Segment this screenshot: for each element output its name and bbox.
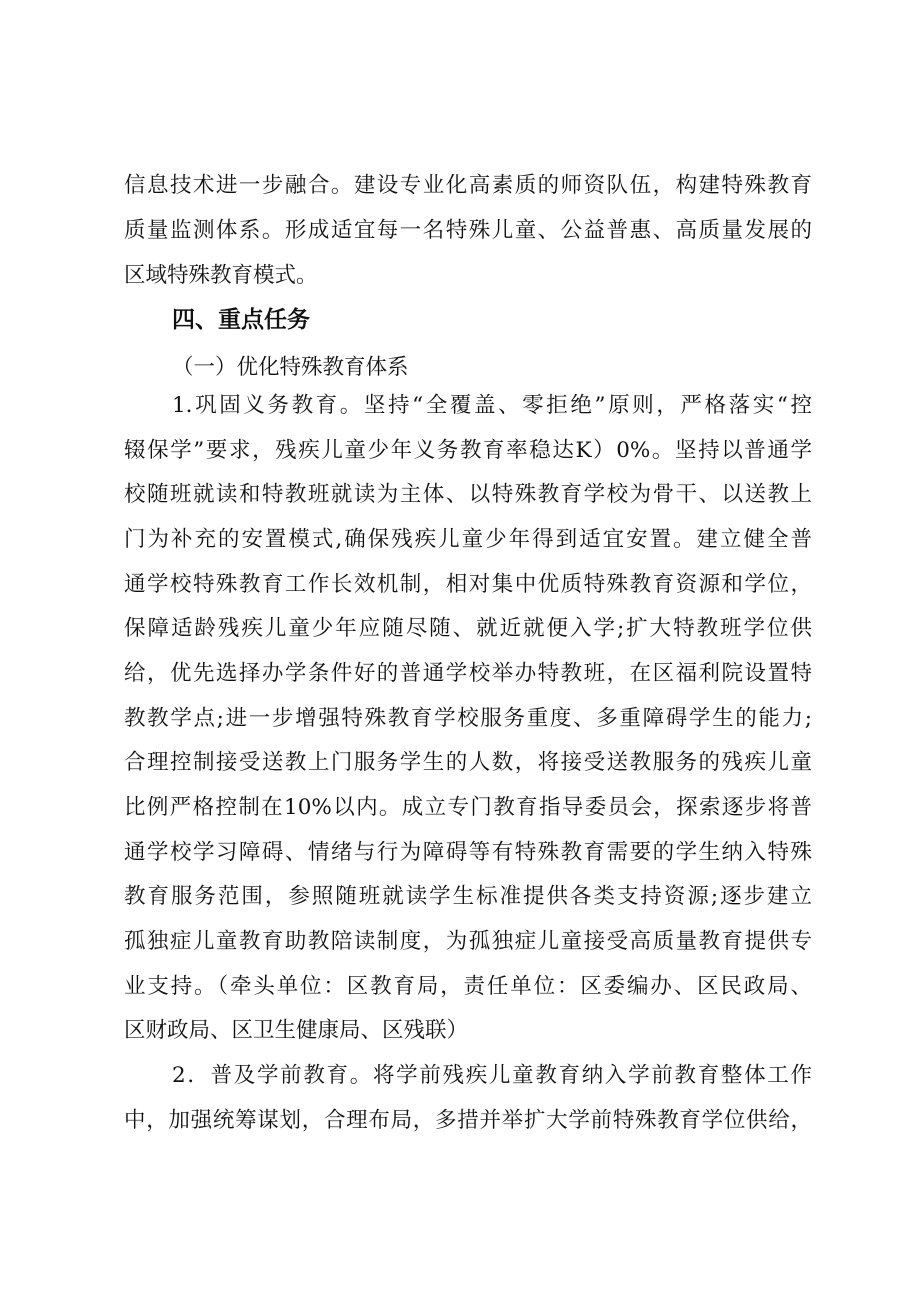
subsection-heading: （一）优化特殊教育体系: [172, 355, 409, 380]
paragraph-line: 给，优先选择办学条件好的普通学校举办特教班，在区福利院设置特: [124, 661, 812, 686]
paragraph-line: 区财政局、区卫生健康局、区残联）: [124, 1018, 469, 1043]
paragraph-line: 1.巩固义务教育。坚持“全覆盖、零拒绝”原则，严格落实“控: [172, 393, 812, 418]
paragraph-line: 孤独症儿童教育助教陪读制度，为孤独症儿童接受高质量教育提供专: [124, 929, 812, 954]
paragraph-line: 信息技术进一步融合。建设专业化高素质的师资队伍，构建特殊教育: [124, 173, 812, 198]
paragraph-line: 质量监测体系。形成适宜每一名特殊儿童、公益普惠、高质量发展的: [124, 218, 812, 243]
paragraph-line: 通学校学习障碍、情绪与行为障碍等有特殊教育需要的学生纳入特殊: [124, 840, 812, 865]
paragraph-line: 教教学点;进一步增强特殊教育学校服务重度、多重障碍学生的能力;: [124, 706, 812, 731]
paragraph-line: 校随班就读和特教班就读为主体、以特殊教育学校为骨干、以送教上: [124, 482, 812, 507]
section-heading: 四、重点任务: [172, 307, 310, 333]
paragraph-line: 中，加强统筹谋划，合理布局，多措并举扩大学前特殊教育学位供给，: [124, 1108, 812, 1133]
paragraph-line: 辍保学”要求，残疾儿童少年义务教育率稳达K）0%。坚持以普通学: [124, 438, 812, 463]
paragraph-line: 业支持。（牵头单位：区教育局，责任单位：区委编办、区民政局、: [124, 974, 812, 999]
paragraph-line: 门为补充的安置模式,确保残疾儿童少年得到适宜安置。建立健全普: [124, 527, 812, 552]
paragraph-line: 教育服务范围，参照随班就读学生标准提供各类支持资源;逐步建立: [124, 884, 812, 909]
paragraph-line: 比例严格控制在10%以内。成立专门教育指导委员会，探索逐步将普: [124, 795, 812, 820]
paragraph-line: 合理控制接受送教上门服务学生的人数，将接受送教服务的残疾儿童: [124, 750, 812, 775]
paragraph-line: 通学校特殊教育工作长效机制，相对集中优质特殊教育资源和学位，: [124, 572, 812, 597]
paragraph-line: 2．普及学前教育。将学前残疾儿童教育纳入学前教育整体工作: [172, 1063, 812, 1088]
paragraph-line: 区域特殊教育模式。: [124, 263, 318, 288]
paragraph-line: 保障适龄残疾儿童少年应随尽随、就近就便入学;扩大特教班学位供: [124, 616, 812, 641]
